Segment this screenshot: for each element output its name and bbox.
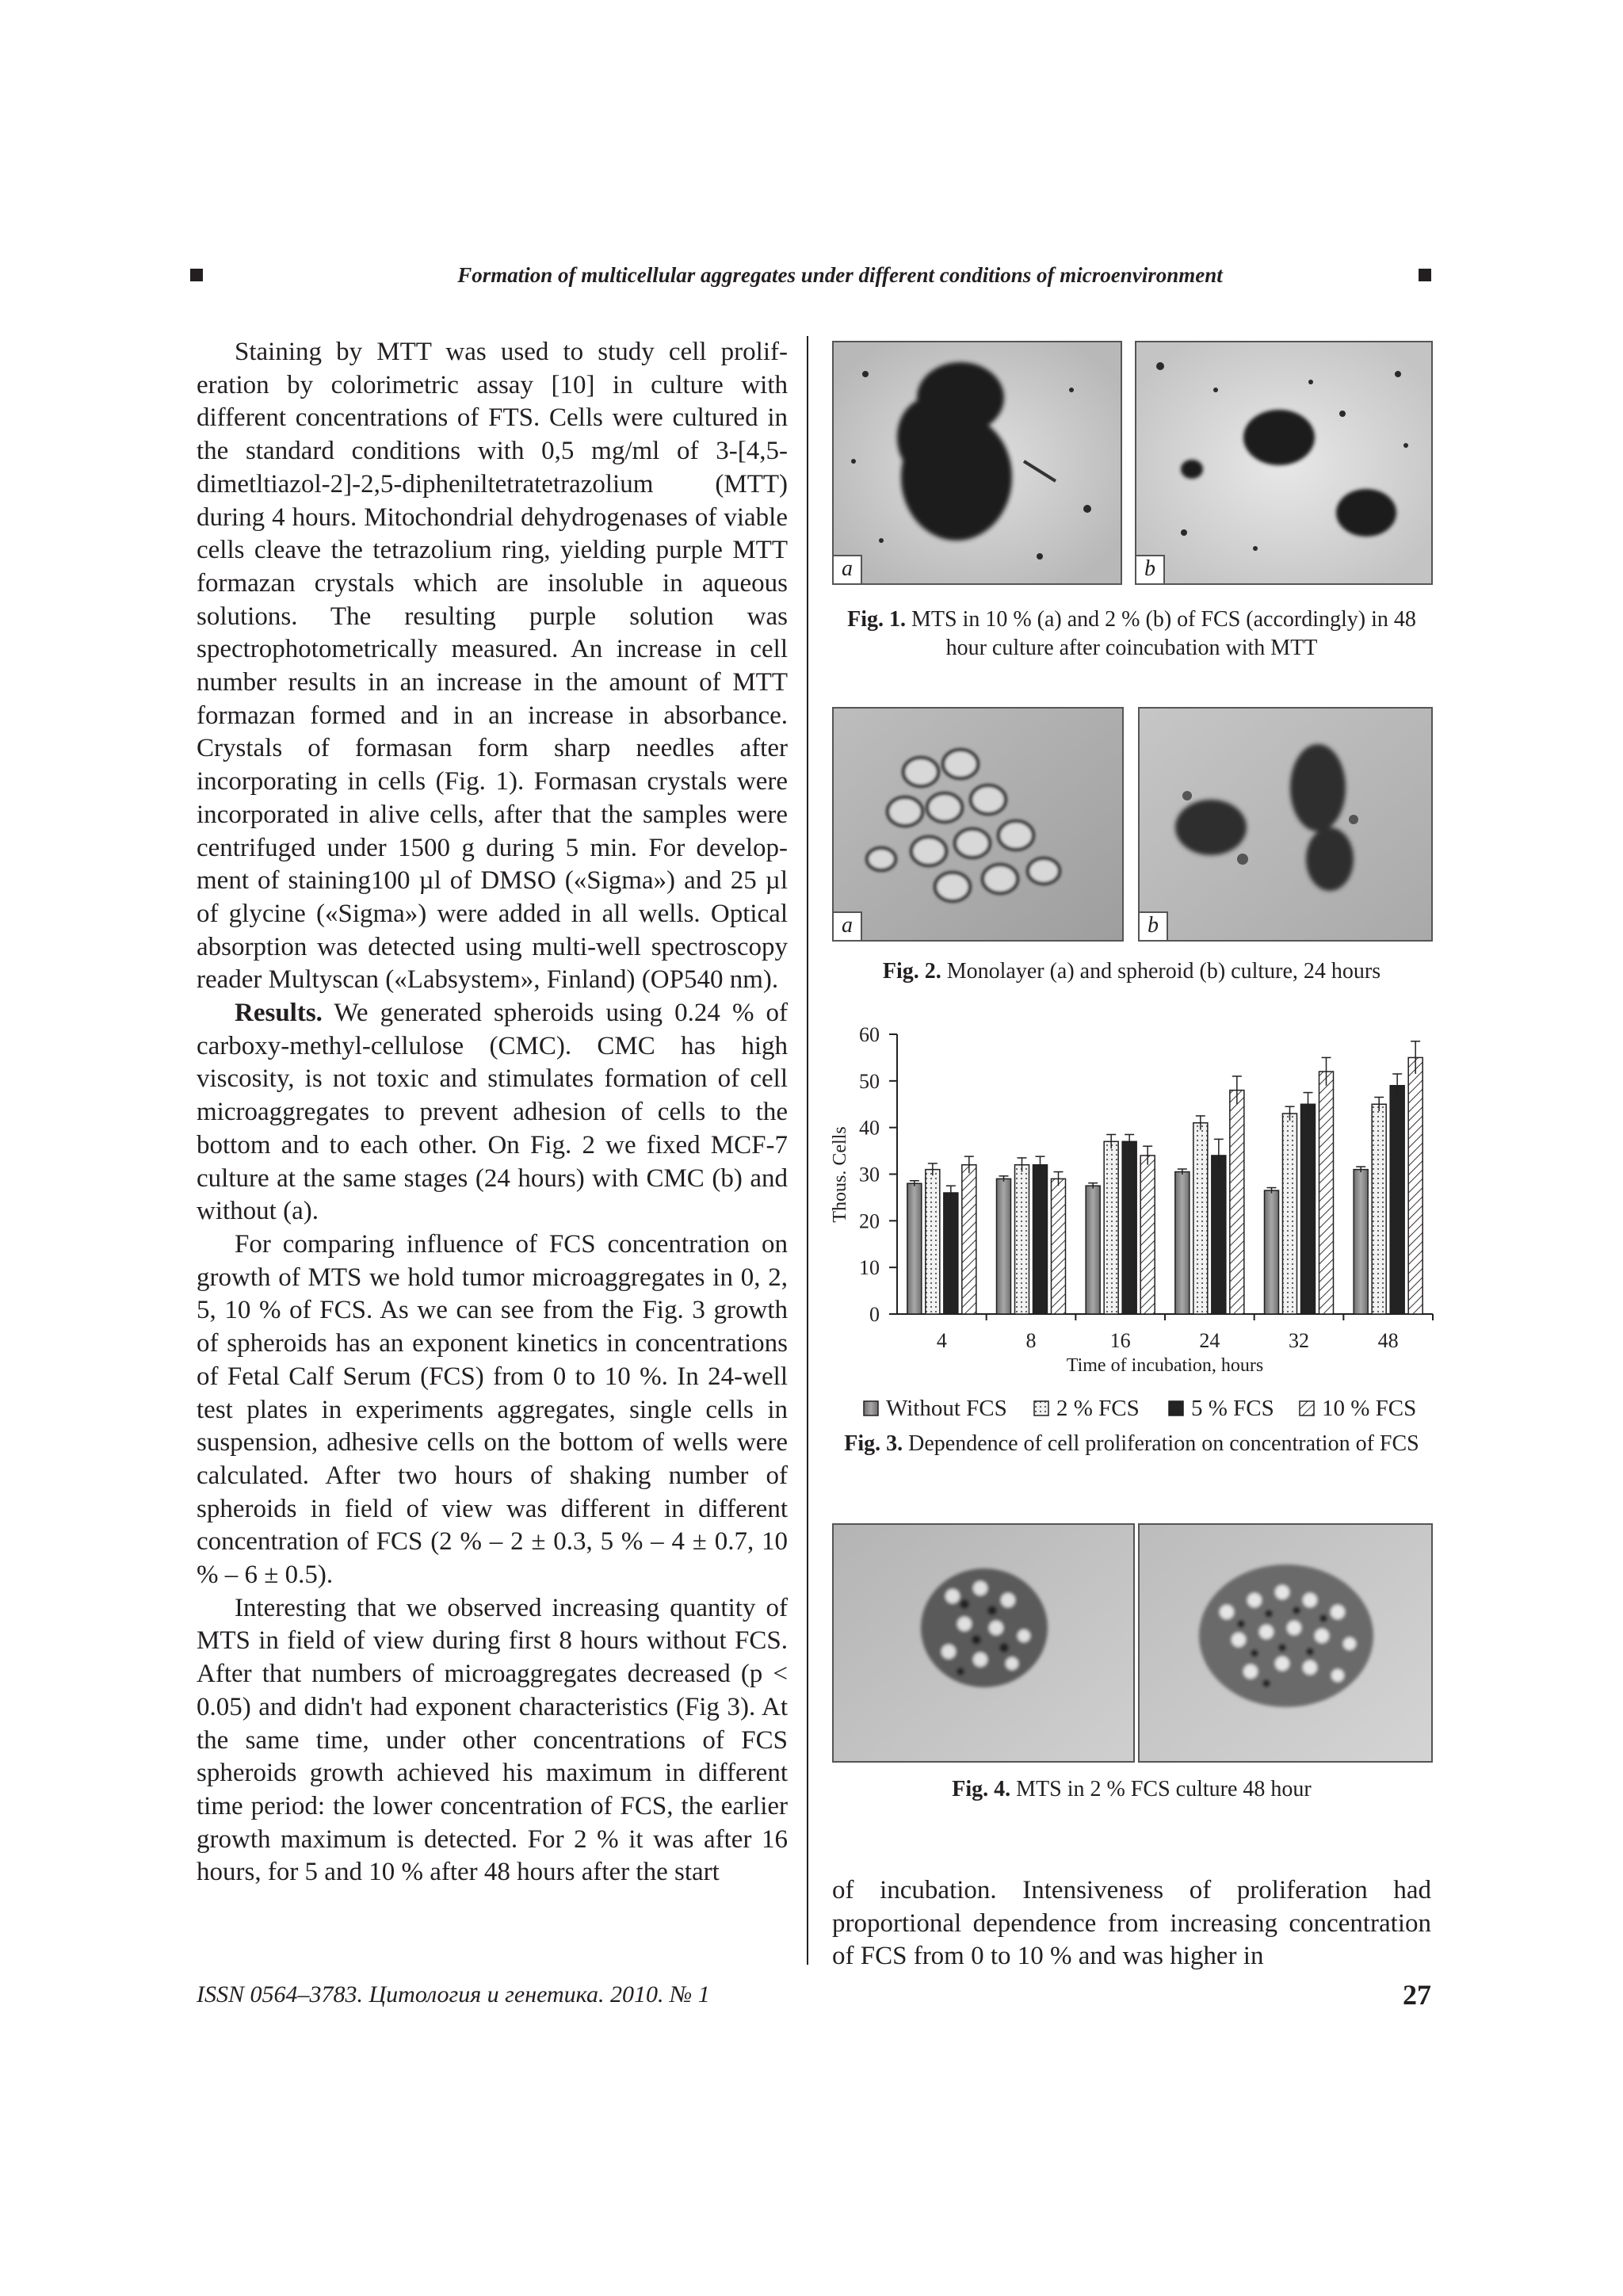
fig1a-photo bbox=[832, 341, 1122, 585]
bar-2-fcs-24h bbox=[1193, 1123, 1208, 1314]
legend-swatch bbox=[1300, 1401, 1314, 1415]
results-text: We generated spheroids using 0.24 % of carboxy-methyl-cellulose (CMC). CMC has high viscosity, is not toxic and stimulates formation of cell microaggregates to prevent adhesion of cells to the bottom and to each other. On Fig. 2 we fixed MCF-7 culture at the same stages (24 hours) with CMC (b) and without (a). bbox=[197, 999, 788, 1226]
fig2-caption-text: Monolayer (a) and spheroid (b) culture, 24 hours bbox=[941, 959, 1381, 984]
legend-label: Without FCS bbox=[886, 1396, 1007, 1421]
x-axis-label: Time of incubation, hours bbox=[1066, 1355, 1264, 1376]
bar-10-fcs-4h bbox=[962, 1165, 976, 1314]
bar-without-fcs-4h bbox=[907, 1183, 922, 1314]
bar-10-fcs-48h bbox=[1408, 1057, 1423, 1314]
bar-10-fcs-16h bbox=[1140, 1156, 1155, 1314]
fig1a-label: a bbox=[834, 555, 862, 583]
paragraph-mts-quantity: Interesting that we observed increasing quantity of MTS in field of view during first 8 hours without FCS. After that numbers of microaggregates decreased (p < 0.05) and didn't had exponent characteristics (Fig 3). At the same time, under other concentrations of FCS spheroids growth achieved his maximum in different time period: the lower concentration of FCS, the earlier growth maximum is detected. For 2 % it was after 16 hours, for 5 and 10 % after 48 hours after the start bbox=[197, 1593, 788, 1887]
legend-label: 2 % FCS bbox=[1056, 1396, 1140, 1421]
x-tick-label: 32 bbox=[1289, 1329, 1309, 1352]
fig3-caption bbox=[832, 1430, 1431, 1458]
bar-5-fcs-16h bbox=[1122, 1141, 1136, 1314]
y-tick-label: 50 bbox=[859, 1069, 880, 1093]
fig4-caption-text: MTS in 2 % FCS culture 48 hour bbox=[1010, 1777, 1312, 1801]
bar-2-fcs-8h bbox=[1015, 1165, 1029, 1314]
bar-without-fcs-24h bbox=[1175, 1172, 1190, 1314]
bar-without-fcs-48h bbox=[1354, 1170, 1368, 1314]
fig2-caption-number: Fig. 2. bbox=[882, 959, 941, 984]
fig2b-photo bbox=[1138, 707, 1433, 942]
bar-10-fcs-8h bbox=[1052, 1179, 1066, 1314]
bar-without-fcs-8h bbox=[997, 1179, 1011, 1314]
x-tick-label: 8 bbox=[1025, 1329, 1037, 1352]
y-tick-label: 0 bbox=[869, 1303, 880, 1326]
legend-swatch bbox=[1169, 1401, 1183, 1415]
x-tick-label: 48 bbox=[1377, 1329, 1399, 1352]
fig1-caption bbox=[832, 606, 1431, 663]
fig1b-label: b bbox=[1136, 555, 1165, 583]
paragraph-results bbox=[197, 997, 788, 1228]
y-tick-label: 20 bbox=[859, 1209, 880, 1233]
bar-5-fcs-48h bbox=[1390, 1086, 1404, 1314]
y-tick-label: 30 bbox=[859, 1163, 880, 1186]
y-axis-label: Thous. Cells bbox=[830, 1126, 850, 1223]
fig4b-micrograph bbox=[1140, 1525, 1431, 1761]
fig4-caption-number: Fig. 4. bbox=[952, 1777, 1011, 1801]
fig4b-photo bbox=[1138, 1523, 1433, 1763]
legend-swatch bbox=[864, 1401, 878, 1415]
fig2-caption bbox=[832, 957, 1431, 986]
fig2b-label: b bbox=[1140, 911, 1168, 940]
page-number: 27 bbox=[1403, 1979, 1431, 2011]
bar-2-fcs-16h bbox=[1104, 1141, 1118, 1314]
bar-2-fcs-4h bbox=[926, 1170, 940, 1314]
header-right-square bbox=[1419, 269, 1431, 281]
bar-5-fcs-24h bbox=[1212, 1156, 1226, 1314]
fig2a-photo bbox=[832, 707, 1124, 942]
fig1a-micrograph bbox=[834, 342, 1121, 583]
running-head: Formation of multicellular aggregates under different conditions of microenvironment bbox=[457, 263, 1223, 287]
fig3-caption-number: Fig. 3. bbox=[844, 1431, 903, 1456]
legend-label: 10 % FCS bbox=[1322, 1396, 1417, 1421]
paragraph-mtt-staining: Staining by MTT was used to study cell proliferation by colorimetric assay [10] in culture with different concentrations of FTS. Cells were cultured in the standard conditions with 0,5 mg/ml of 3-[4,5-dimetltiazol-2]-2,5-dipheniltetratetrazolium (MTT) during 4 hours. Mitochondrial dehydrogenases of viable cells cleave the tetrazolium ring, yielding purple MTT formazan crystals which are insoluble in aqueous solutions. The resulting purple solution was spectrophotometrically measured. An increase in cell number results in an increase in the amount of MTT formazan formed and in an increase in absorbance. Crystals of formasan form sharp needles after incorporating in cells (Fig. 1). Formasan crystals were incorporated in alive cells, after that the samples were centrifuged under 1500 g during 5 min. For development of staining100 µl of DMSO («Sigma») and 25 µl of glycine («Sigma») were added in all wells. Optical absorption was detected using multi-well spectroscopy reader Multyscan («Labsystem», Finland) (OP540 nm). bbox=[197, 338, 788, 995]
bar-5-fcs-4h bbox=[944, 1193, 958, 1314]
bar-2-fcs-48h bbox=[1372, 1104, 1386, 1314]
column-divider bbox=[807, 336, 808, 1965]
journal-footer: ISSN 0564–3783. Цитология и генетика. 2010. № 1 bbox=[197, 1981, 710, 2008]
fig2b-micrograph bbox=[1140, 709, 1431, 940]
fig2a-label: a bbox=[834, 911, 862, 940]
fig1b-micrograph bbox=[1136, 342, 1431, 583]
x-tick-label: 16 bbox=[1109, 1329, 1131, 1352]
y-tick-label: 40 bbox=[859, 1116, 880, 1140]
fig4-caption bbox=[832, 1775, 1431, 1804]
bar-without-fcs-16h bbox=[1086, 1186, 1100, 1314]
x-tick-label: 4 bbox=[936, 1329, 947, 1352]
bar-without-fcs-32h bbox=[1265, 1190, 1279, 1314]
bar-5-fcs-8h bbox=[1033, 1165, 1048, 1314]
legend-swatch bbox=[1034, 1401, 1048, 1415]
paragraph-continuation: of incubation. Intensiveness of proliferation had proportional dependence from increasing concentration of FCS from 0 to 10 % and was higher in bbox=[832, 1876, 1431, 1971]
header-left-square bbox=[190, 269, 203, 281]
fig4a-photo bbox=[832, 1523, 1135, 1763]
bar-10-fcs-24h bbox=[1230, 1091, 1244, 1314]
x-tick-label: 24 bbox=[1199, 1329, 1220, 1352]
fig1b-photo bbox=[1135, 341, 1433, 585]
y-tick-label: 10 bbox=[859, 1256, 880, 1280]
fig4a-micrograph bbox=[834, 1525, 1133, 1761]
bar-10-fcs-32h bbox=[1319, 1072, 1334, 1314]
legend-label: 5 % FCS bbox=[1191, 1396, 1274, 1421]
y-tick-label: 60 bbox=[859, 1023, 880, 1046]
fig3-bar-chart bbox=[824, 1014, 1442, 1427]
left-column bbox=[197, 336, 788, 1889]
fig2a-micrograph bbox=[834, 709, 1122, 940]
results-label: Results. bbox=[235, 999, 323, 1028]
bar-5-fcs-32h bbox=[1301, 1104, 1316, 1314]
paragraph-fcs-comparison: For comparing influence of FCS concentration on growth of MTS we hold tumor microaggregates in 0, 2, 5, 10 % of FCS. As we can see from the Fig. 3 growth of spheroids has an exponent kinetics in concentrations of Fetal Calf Serum (FCS) from 0 to 10 %. In 24-well test plates in experiments aggregates, single cells in suspension, adhesive cells on the bottom of wells were calculated. After two hours of shaking number of spheroids in field of view was different in different concentration of FCS (2 % – 2 ± 0.3, 5 % – 4 ± 0.7, 10 % – 6 ± 0.5). bbox=[197, 1229, 788, 1590]
fig1-caption-number: Fig. 1. bbox=[847, 607, 906, 632]
fig1-caption-text: MTS in 10 % (a) and 2 % (b) of FCS (accordingly) in 48 hour culture after coincubation with MTT bbox=[906, 607, 1416, 660]
right-column bbox=[832, 1874, 1431, 1973]
bar-2-fcs-32h bbox=[1283, 1114, 1297, 1314]
fig3-caption-text: Dependence of cell proliferation on concentration of FCS bbox=[903, 1431, 1419, 1456]
